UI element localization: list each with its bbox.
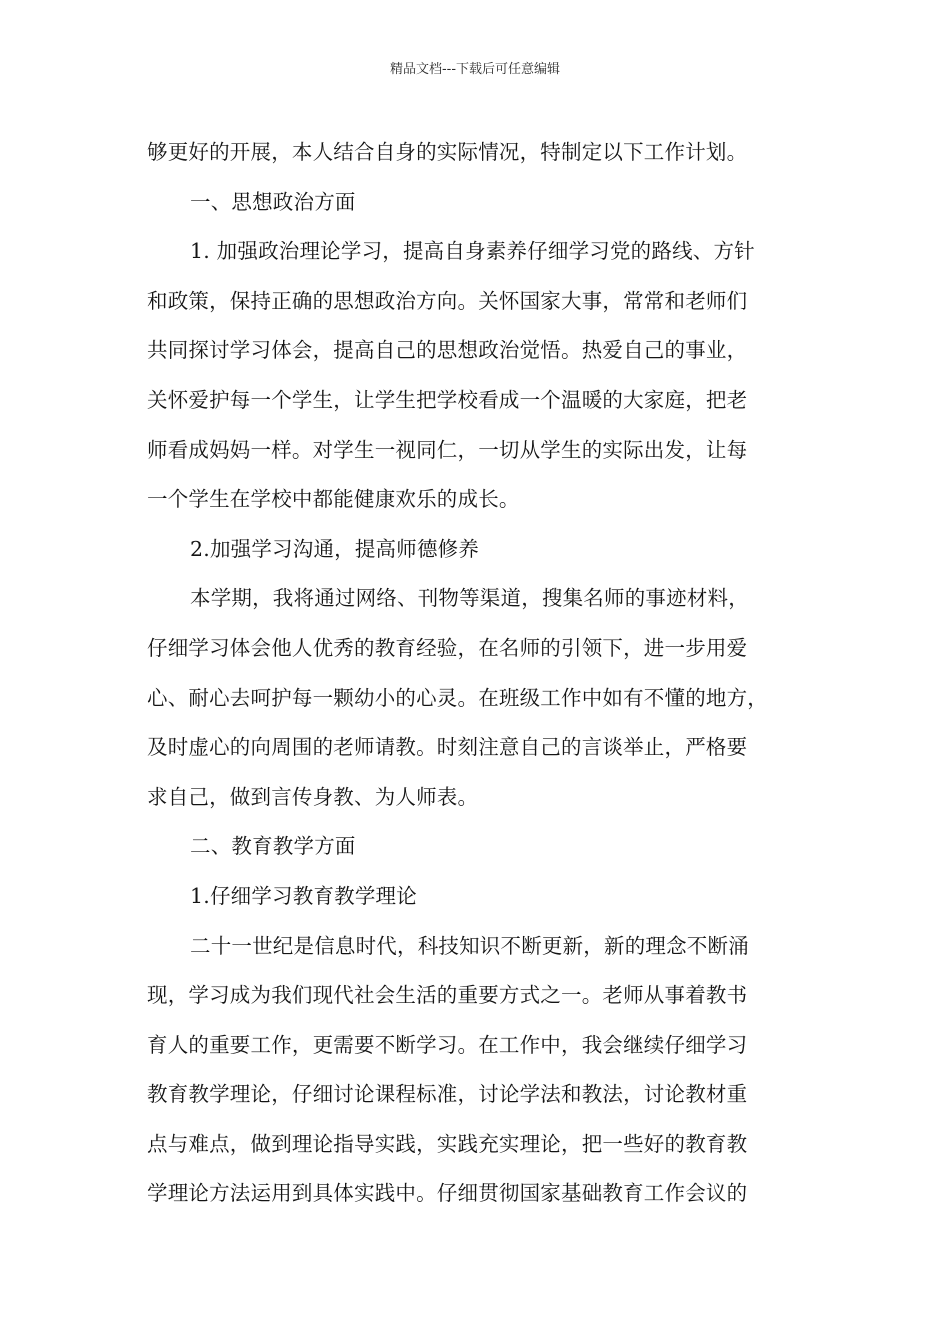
paragraph-line: 求自己，做到言传身教、为人师表。 (147, 784, 479, 809)
paragraph-line: 教育教学理论，仔细讨论课程标准，讨论学法和教法，讨论教材重 (147, 1082, 748, 1107)
paragraph-line: 学理论方法运用到具体实践中。仔细贯彻国家基础教育工作会议的 (147, 1181, 748, 1206)
paragraph-line: 本学期，我将通过网络、刊物等渠道，搜集名师的事迹材料， (190, 586, 749, 611)
section-heading: 二、教育教学方面 (190, 834, 356, 859)
paragraph-line: 心、耐心去呵护每一颗幼小的心灵。在班级工作中如有不懂的地方， (147, 685, 768, 710)
paragraph-line: 共同探讨学习体会，提高自己的思想政治觉悟。热爱自己的事业， (147, 338, 748, 363)
document-body (147, 128, 823, 1219)
subsection-heading: 2.加强学习沟通，提高师德修养 (190, 536, 480, 561)
subsection-heading: 1.仔细学习教育教学理论 (190, 883, 417, 908)
paragraph-line: 够更好的开展，本人结合自身的实际情况，特制定以下工作计划。 (147, 140, 748, 164)
paragraph-line: 关怀爱护每一个学生，让学生把学校看成一个温暖的大家庭，把老 (147, 387, 748, 412)
paragraph-line: 育人的重要工作，更需要不断学习。在工作中，我会继续仔细学习 (147, 1032, 748, 1057)
paragraph-line: 点与难点，做到理论指导实践，实践充实理论，把一些好的教育教 (147, 1131, 748, 1156)
paragraph-line: 及时虚心的向周围的老师请教。时刻注意自己的言谈举止，严格要 (147, 735, 748, 760)
paragraph-line: 师看成妈妈一样。对学生一视同仁，一切从学生的实际出发，让每 (147, 437, 748, 462)
paragraph-line: 和政策，保持正确的思想政治方向。关怀国家大事，常常和老师们 (147, 288, 748, 313)
paragraph-line: 1. 加强政治理论学习，提高自身素养仔细学习党的路线、方针 (190, 239, 755, 264)
section-heading: 一、思想政治方面 (190, 189, 356, 214)
paragraph-line: 现，学习成为我们现代社会生活的重要方式之一。老师从事着教书 (147, 983, 748, 1008)
paragraph-line: 一个学生在学校中都能健康欢乐的成长。 (147, 487, 520, 512)
paragraph-line: 仔细学习体会他人优秀的教育经验，在名师的引领下，进一步用爱 (147, 635, 748, 660)
page-header: 精品文档---下载后可任意编辑 (389, 62, 561, 77)
paragraph-line: 二十一世纪是信息时代，科技知识不断更新，新的理念不断涌 (190, 933, 749, 958)
